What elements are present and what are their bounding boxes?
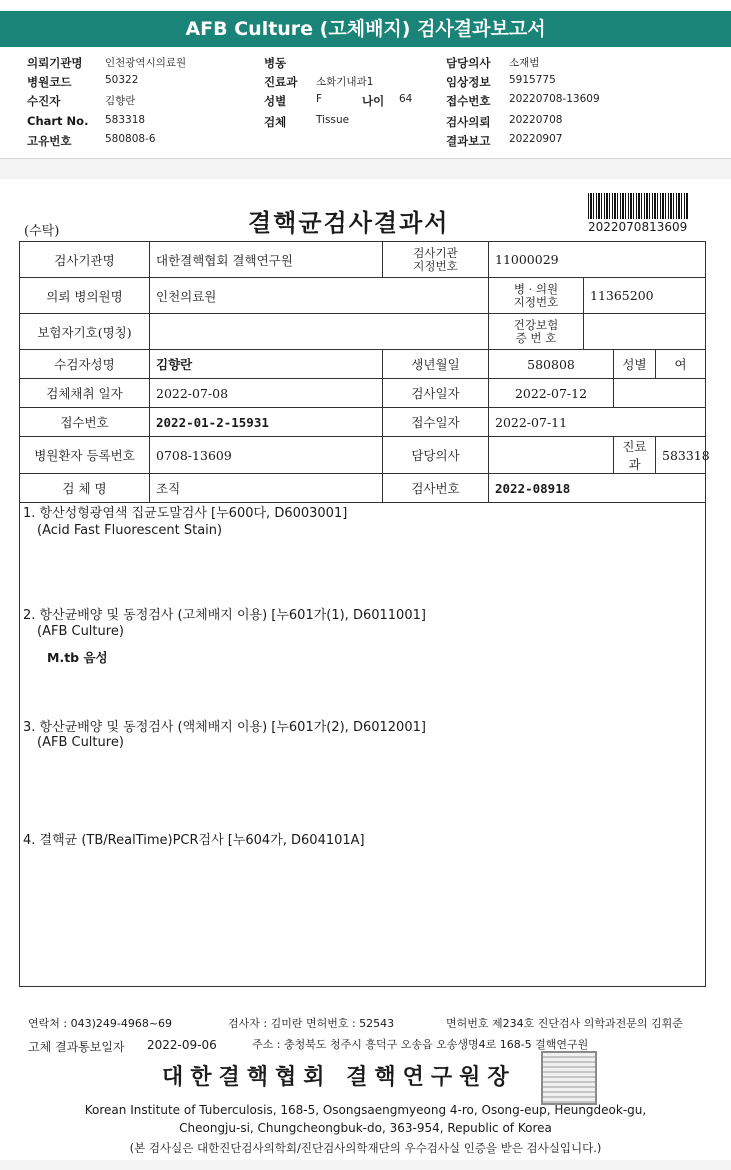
tester-info: 검사자 : 김미란 면허번호 : 52543 [228,1017,395,1030]
issuing-organization: 대한결핵협회 결핵연구원장 [162,1065,516,1090]
contact-info: 연락처 : 043)249-4968~69 [28,1017,173,1030]
patient-field: 수진자 김향란 [27,94,136,108]
sex-field: 성별 F [264,93,323,108]
notice-date-label: 고체 결과통보일자 [28,1040,125,1054]
birth-label: 생년월일 [383,350,489,379]
test-no-label: 검사번호 [383,474,489,503]
collect-date-label: 검체채취 일자 [20,379,150,408]
hospital-id-label: 병 · 의원 지정번호 [489,278,584,314]
chart-no-field: Chart No. 583318 [27,114,146,128]
test-no-value: 2022-08918 [489,474,706,503]
report-date-field: 결과보고 20220907 [446,133,563,148]
report-tag: (수탁) [24,224,60,239]
doctor-value [489,437,614,474]
lab-name-value: 대한결핵협회 결핵연구원 [150,242,383,278]
test-item-1-subtitle: (Acid Fast Fluorescent Stain) [37,523,223,538]
notice-date-value: 2022-09-06 [147,1038,217,1052]
hospital-id-value: 11365200 [584,278,706,314]
test-item-4-title: 4. 결핵균 (TB/RealTime)PCR검사 [누604가, D604101A] [23,833,365,848]
blank-cell [614,379,706,408]
official-seal-stamp [541,1051,597,1105]
receipt-date-value: 2022-07-11 [489,408,706,437]
institution-field: 의뢰기관명 인천광역시의료원 [27,56,187,70]
test-date-value: 2022-07-12 [489,379,614,408]
test-item-3-title: 3. 항산균배양 및 동정검사 (액체배지 이용) [누601가(2), D6012001] [23,720,426,735]
registration-no-label: 병원환자 등록번호 [20,437,150,474]
bottom-margin [0,1160,731,1170]
address-korean: 주소 : 충청북도 청주시 흥덕구 오송읍 오송생명4로 168-5 결핵연구원 [252,1038,589,1051]
patient-info-table [19,241,710,503]
ward-field: 병동 [264,56,287,70]
patient-info-header [0,47,731,159]
address-english-line1: Korean Institute of Tuberculosis, 168-5, Osongsaengmyeong 4-ro, Osong-eup, Heungdeok-gu, [84,1103,647,1117]
receipt-date-label: 접수일자 [383,408,489,437]
sex-value: 여 [656,350,706,379]
department-value: 583318 [656,437,706,474]
test-item-2-result: M.tb 음성 [47,650,108,665]
receipt-no-field: 접수번호 20220708-13609 [446,93,600,108]
test-item-1-title: 1. 항산성형광염색 집균도말검사 [누600다, D6003001] [23,506,348,521]
insured-value [150,314,489,350]
receipt-no-label: 접수번호 [20,408,150,437]
report-heading: 결핵균검사결과서 [248,208,450,237]
section-divider [0,159,731,179]
specimen-label: 검 체 명 [20,474,150,503]
doctor-field: 담당의사 소재범 [446,56,540,70]
request-hospital-label: 의뢰 병의원명 [20,278,150,314]
request-hospital-value: 인천의료원 [150,278,489,314]
department-label: 진료과 [614,437,656,474]
insured-label: 보험자기호(명칭) [20,314,150,350]
test-item-2-subtitle: (AFB Culture) [37,624,124,639]
registration-no-value: 0708-13609 [150,437,383,474]
report-title-bar [0,11,731,47]
specimen-value: 조직 [150,474,383,503]
lab-name-label: 검사기관명 [20,242,150,278]
sex-label: 성별 [614,350,656,379]
specialist-info: 면허번호 제234호 진단검사 의학과전문의 김휘준 [446,1017,683,1030]
doctor-label: 담당의사 [383,437,489,474]
test-date-label: 검사일자 [383,379,489,408]
lab-id-label: 검사기관 지정번호 [383,242,489,278]
unique-no-field: 고유번호 580808-6 [27,133,156,148]
barcode-image [588,193,689,219]
department-field: 진료과 소화기내과1 [264,75,374,89]
request-date-field: 검사의뢰 20220708 [446,114,563,129]
clinical-info-field: 임상정보 5915775 [446,74,556,89]
patient-name-value: 김향란 [150,350,383,379]
health-no-value [584,314,706,350]
test-item-2-title: 2. 항산균배양 및 동정검사 (고체배지 이용) [누601가(1), D6011001] [23,608,426,623]
receipt-no-value: 2022-01-2-15931 [150,408,383,437]
specimen-field: 검체 Tissue [264,114,350,129]
test-item-3-subtitle: (AFB Culture) [37,735,124,750]
certification-note: (본 검사실은 대한진단검사의학회/진단검사의학재단의 우수검사실 인증을 받은 검사실입니다.) [129,1141,602,1155]
lab-id-value: 11000029 [489,242,706,278]
hospital-code-field: 병원코드 50322 [27,74,139,89]
birth-value: 580808 [489,350,614,379]
barcode-number: 2022070813609 [588,220,688,234]
collect-date-value: 2022-07-08 [150,379,383,408]
address-english-line2: Cheongju-si, Chungcheongbuk-do, 363-954, Republic of Korea [179,1121,552,1135]
health-no-label: 건강보험 증 번 호 [489,314,584,350]
report-title: AFB Culture (고체배지) 검사결과보고서 [185,18,546,40]
age-field: 나이 64 [362,93,413,108]
patient-name-label: 수검자성명 [20,350,150,379]
